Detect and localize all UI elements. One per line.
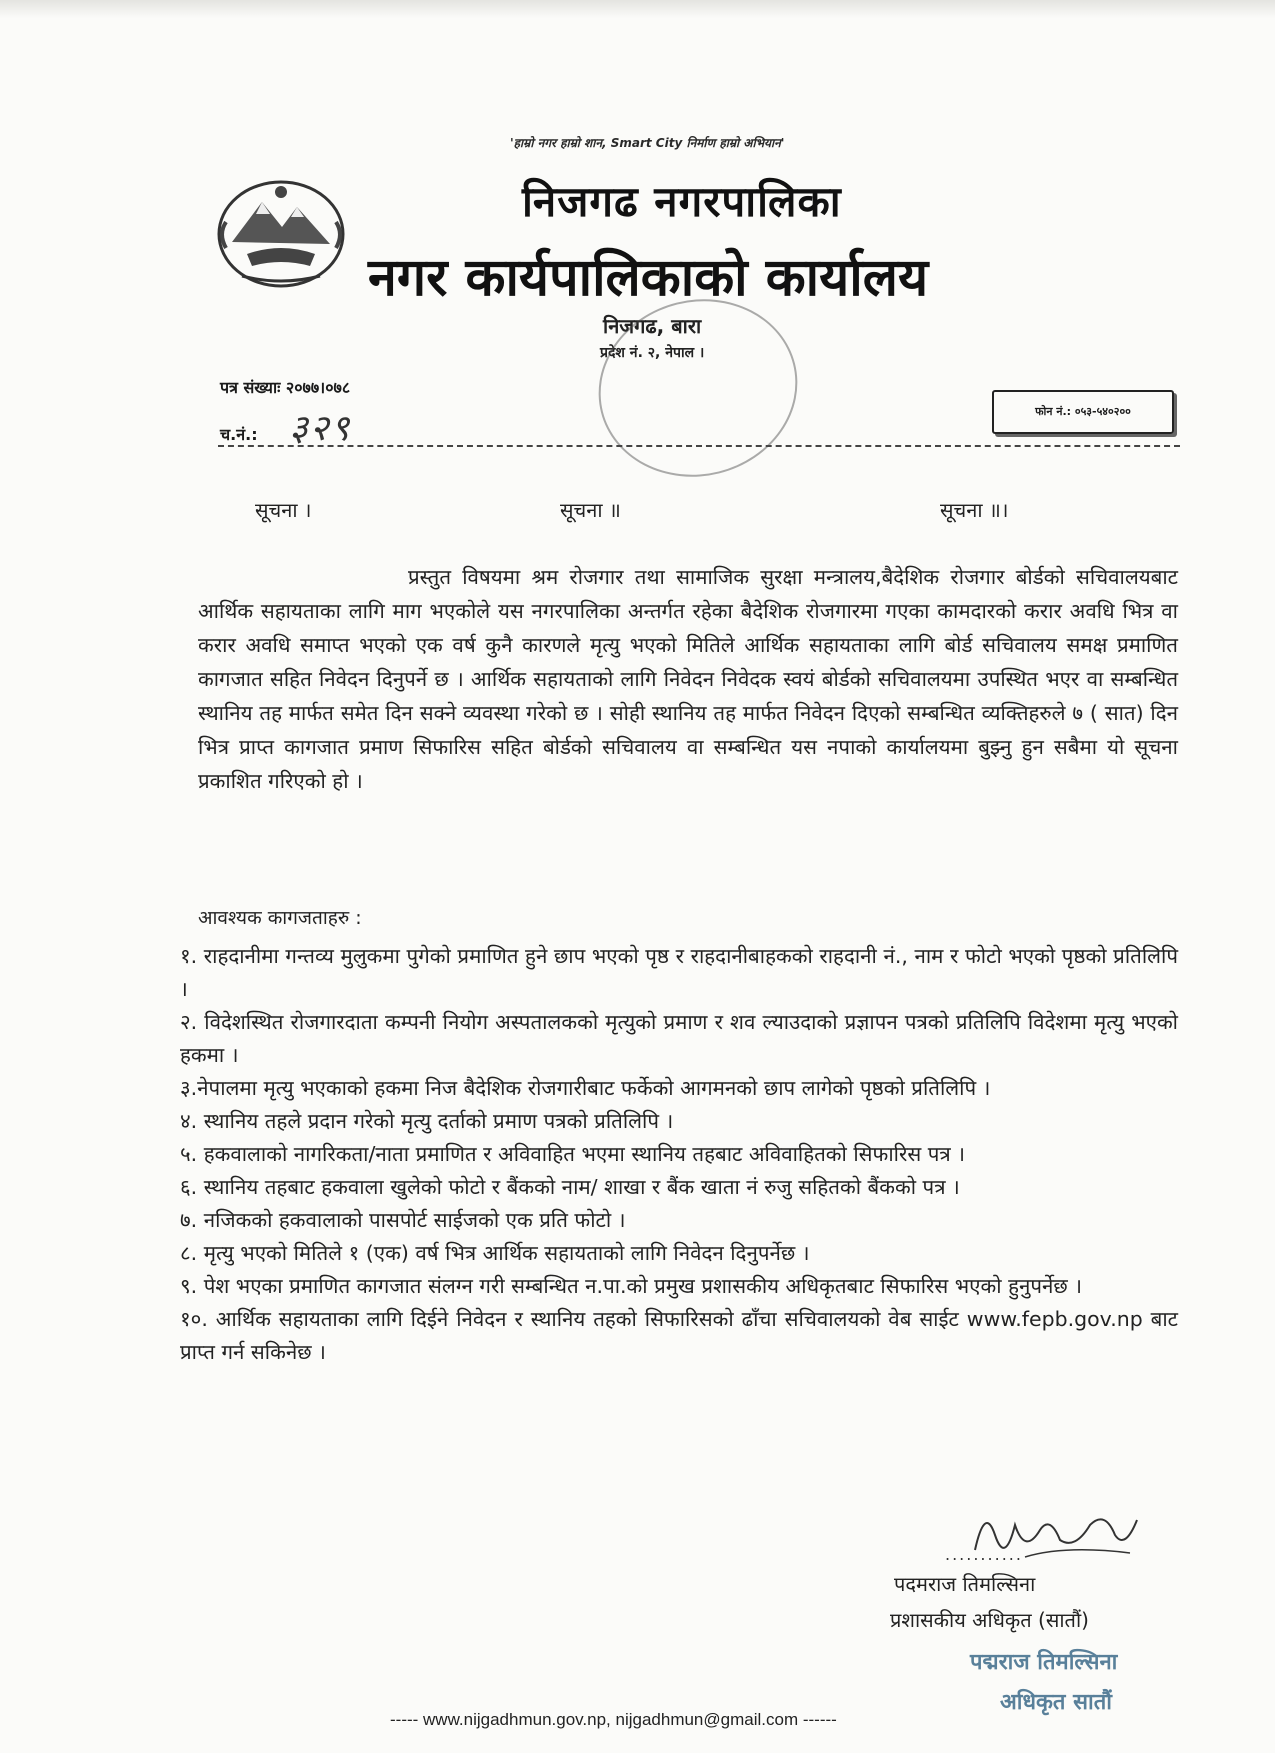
list-item: ९. पेश भएका प्रमाणित कागजात संलग्न गरी सम्बन्धित न.पा.को प्रमुख प्रशासकीय अधिकृतबाट सिफारिस भएको हुनुपर्नेछ । [180, 1274, 1083, 1298]
list-item: ८. मृत्यु भएको मितिले १ (एक) वर्ष भित्र आर्थिक सहायताको लागि निवेदन दिनुपर्नेछ । [180, 1241, 810, 1265]
letter-number: पत्र संख्याः २०७७।०७८ [220, 378, 351, 397]
list-item: ५. हकवालाको नागरिकता/नाता प्रमाणित र अविवाहित भएमा स्थानिय तहबाट अविवाहितको सिफारिस पत्र । [180, 1142, 965, 1166]
list-item: ७. नजिकको हकवालाको पासपोर्ट साईजको एक प्रति फोटो । [180, 1208, 626, 1232]
address-line-1: निजगढ, बारा [603, 314, 702, 338]
municipality-name: निजगढ नगरपालिका [522, 177, 842, 226]
documents-list [180, 940, 1178, 1369]
notice-heading-1: सूचना । [255, 498, 312, 522]
documents-heading: आवश्यक कागजताहरु : [198, 907, 362, 929]
list-item: ६. स्थानिय तहबाट हकवाला खुलेको फोटो र बैंकको नाम/ शाखा र बैंक खाता नं रुजु सहितको बैंकको पत्र । [180, 1175, 960, 1199]
dispatch-value: ३२९ [289, 408, 352, 449]
list-item: १०. आर्थिक सहायताका लागि दिईने निवेदन र स्थानिय तहको सिफारिसको ढाँचा सचिवालयको वेब साईट www.fepb.gov.np बाट प्राप्त गर्न सकिनेछ । [180, 1307, 1178, 1364]
list-item: ३.नेपालमा मृत्यु भएकाको हकमा निज बैदेशिक रोजगारीबाट फर्केको आगमनको छाप लागेको पृष्ठको प्रतिलिपि । [180, 1076, 991, 1100]
stamp-signer-title: अधिकृत सातौं [1000, 1690, 1112, 1715]
office-address [600, 312, 704, 362]
stamp-signer-name: पद्मराज तिमल्सिना [970, 1650, 1118, 1675]
slogan: 'हाम्रो नगर हाम्रो शान, Smart City निर्माण हाम्रो अभियान' [510, 136, 785, 150]
signature-dots: ........... [945, 1545, 1023, 1564]
list-item: ४. स्थानिय तहले प्रदान गरेको मृत्यु दर्ताको प्रमाण पत्रको प्रतिलिपि । [180, 1109, 674, 1133]
signer-name: पदमराज तिमल्सिना [894, 1572, 1036, 1596]
dispatch-number [220, 402, 351, 451]
office-name: नगर कार्यपालिकाको कार्यालय [368, 248, 929, 308]
notice-heading-2: सूचना ॥ [560, 498, 621, 522]
header-divider [218, 445, 1180, 447]
scan-edge [0, 0, 1275, 18]
nepal-emblem-icon [212, 172, 350, 290]
address-line-2: प्रदेश नं. २, नेपाल । [600, 345, 705, 361]
signer-title: प्रशासकीय अधिकृत (सातौं) [890, 1608, 1089, 1632]
phone-box: फोन नं.: ०५३-५४०२०० [992, 390, 1174, 434]
notice-heading-3: सूचना ॥। [940, 498, 1009, 522]
notice-body: प्रस्तुत विषयमा श्रम रोजगार तथा सामाजिक सुरक्षा मन्त्रालय,बैदेशिक रोजगार बोर्डको सचिवालयबाट आर्थिक सहायताका लागि माग भएकोले यस नगरपालिका अन्तर्गत रहेका बैदेशिक रोजगारमा गएका कामदारको करार अवधि भित्र वा करार अवधि समाप्त भएको एक वर्ष कुनै कारणले मृत्यु भएको मितिले आर्थिक सहायताका लागि बोर्ड सचिवालय समक्ष प्रमाणित कागजात सहित निवेदन दिनुपर्ने छ । आर्थिक सहायताको लागि निवेदन निवेदक स्वयं बोर्डको सचिवालयमा उपस्थित भएर वा सम्बन्धित स्थानिय तह मार्फत समेत दिन सक्ने व्यवस्था गरेको छ । सोही स्थानिय तह मार्फत निवेदन दिएको सम्बन्धित व्यक्तिहरुले ७ ( सात) दिन भित्र प्राप्त कागजात प्रमाण सिफारिस सहित बोर्डको सचिवालय वा सम्बन्धित यस नपाको कार्यालयमा बुझ्नु हुन सबैमा यो सूचना प्रकाशित गरिएको हो । [198, 565, 1178, 793]
footer-contact: ----- www.nijgadhmun.gov.np, nijgadhmun@gmail.com ------ [390, 1710, 837, 1729]
dispatch-label: च.नं.: [220, 425, 258, 444]
list-item: १. राहदानीमा गन्तव्य मुलुकमा पुगेको प्रमाणित हुने छाप भएको पृष्ठ र राहदानीबाहकको राहदानी नं., नाम र फोटो भएको पृष्ठको प्रतिलिपि । [180, 944, 1178, 1001]
list-item: २. विदेशस्थित रोजगारदाता कम्पनी नियोग अस्पतालकको मृत्युको प्रमाण र शव ल्याउदाको प्रज्ञापन पत्रको प्रतिलिपि विदेशमा मृत्यु भएको हकमा । [180, 1010, 1178, 1067]
